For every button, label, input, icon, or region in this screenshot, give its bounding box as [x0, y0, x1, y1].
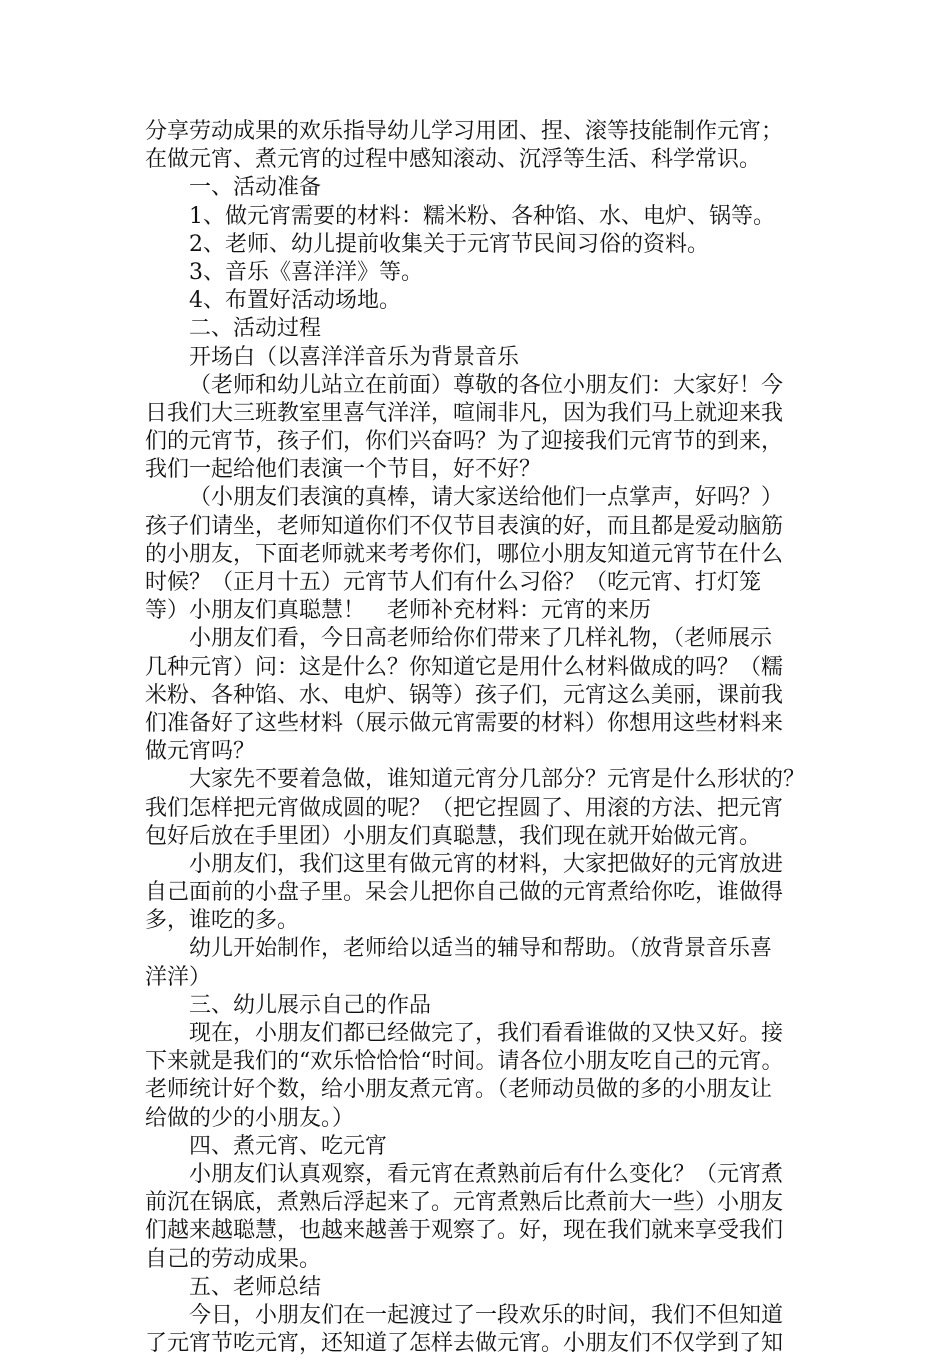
text-line: 分享劳动成果的欢乐指导幼儿学习用团、捏、滚等技能制作元宵； [145, 119, 784, 144]
text-line: 日我们大三班教室里喜气洋洋，喧闹非凡，因为我们马上就迎来我 [145, 400, 784, 426]
text-line: 1、做元宵需要的材料：糯米粉、各种馅、水、电炉、锅等。 [189, 203, 775, 229]
text-line: 五、老师总结 [189, 1274, 322, 1300]
text-line: 今日，小朋友们在一起渡过了一段欢乐的时间，我们不但知道 [189, 1302, 784, 1328]
text-line: 四、煮元宵、吃元宵 [189, 1133, 388, 1159]
text-line: 下来就是我们的“欢乐恰恰恰“时间。请各位小朋友吃自己的元宵。 [145, 1049, 784, 1075]
text-line: 小朋友们，我们这里有做元宵的材料，大家把做好的元宵放进 [189, 851, 784, 877]
text-line: 一、活动准备 [189, 175, 322, 201]
text-line: 我们怎样把元宵做成圆的呢？（把它捏圆了、用滚的方法、把元宵 [145, 795, 784, 821]
text-line: 老师统计好个数，给小朋友煮元宵。（老师动员做的多的小朋友让 [145, 1077, 773, 1103]
text-line: 自己的劳动成果。 [145, 1246, 322, 1272]
text-line: 二、活动过程 [189, 316, 322, 342]
text-line: 我们一起给他们表演一个节目，好不好？ [145, 457, 542, 483]
text-line: 幼儿开始制作，老师给以适当的辅导和帮助。（放背景音乐喜 [189, 936, 773, 962]
text-line: 自己面前的小盘子里。呆会儿把你自己做的元宵煮给你吃，谁做得 [145, 880, 784, 906]
text-line: 前沉在锅底，煮熟后浮起来了。元宵煮熟后比煮前大一些）小朋友 [145, 1190, 784, 1216]
text-line: 了元宵节吃元宵，还知道了怎样去做元宵。小朋友们不仅学到了知 [145, 1331, 784, 1357]
text-line: 们越来越聪慧，也越来越善于观察了。好，现在我们就来享受我们 [145, 1218, 784, 1244]
text-line: 4、布置好活动场地。 [189, 288, 401, 314]
text-line: 开场白（以喜洋洋音乐为背景音乐 [189, 344, 520, 370]
text-line: 在做元宵、煮元宵的过程中感知滚动、沉浮等生活、科学常识。 [145, 147, 762, 173]
text-line: 洋洋） [145, 964, 212, 990]
text-line: 们的元宵节，孩子们，你们兴奋吗？为了迎接我们元宵节的到来， [145, 429, 784, 455]
text-line: 3、音乐《喜洋洋》等。 [189, 259, 423, 285]
text-line: 大家先不要着急做，谁知道元宵分几部分？元宵是什么形状的？ [189, 767, 806, 793]
text-line: 们准备好了这些材料（展示做元宵需要的材料）你想用这些材料来 [145, 710, 784, 736]
text-line: 米粉、各种馅、水、电炉、锅等）孩子们，元宵这么美丽，课前我 [145, 682, 784, 708]
text-line: 小朋友们认真观察，看元宵在煮熟前后有什么变化？（元宵煮 [189, 1161, 784, 1187]
document-body [145, 118, 835, 1358]
text-line: 的小朋友，下面老师就来考考你们，哪位小朋友知道元宵节在什么 [145, 541, 784, 567]
text-line: 2、老师、幼儿提前收集关于元宵节民间习俗的资料。 [189, 231, 709, 257]
text-line: 现在，小朋友们都已经做完了，我们看看谁做的又快又好。接 [189, 1021, 784, 1046]
text-line: 给做的少的小朋友。） [145, 1105, 355, 1131]
text-line: 小朋友们看，今日高老师给你们带来了几样礼物，（老师展示 [189, 626, 773, 652]
text-line: 孩子们请坐，老师知道你们不仅节目表演的好，而且都是爱动脑筋 [145, 513, 784, 539]
text-line: 时候？（正月十五）元宵节人们有什么习俗？（吃元宵、打灯笼 [145, 570, 762, 595]
text-line: 包好后放在手里团）小朋友们真聪慧，我们现在就开始做元宵。 [145, 823, 762, 849]
text-line: 做元宵吗？ [145, 739, 256, 765]
text-line: （老师和幼儿站立在前面）尊敬的各位小朋友们：大家好！今 [189, 372, 784, 398]
text-line: 几种元宵）问：这是什么？你知道它是用什么材料做成的吗？（糯 [145, 654, 784, 680]
text-line: （小朋友们表演的真棒，请大家送给他们一点掌声，好吗？） [189, 485, 784, 511]
text-line: 等）小朋友们真聪慧！ 老师补充材料：元宵的来历 [145, 598, 652, 624]
text-line: 多，谁吃的多。 [145, 908, 300, 934]
text-line: 三、幼儿展示自己的作品 [189, 992, 432, 1018]
